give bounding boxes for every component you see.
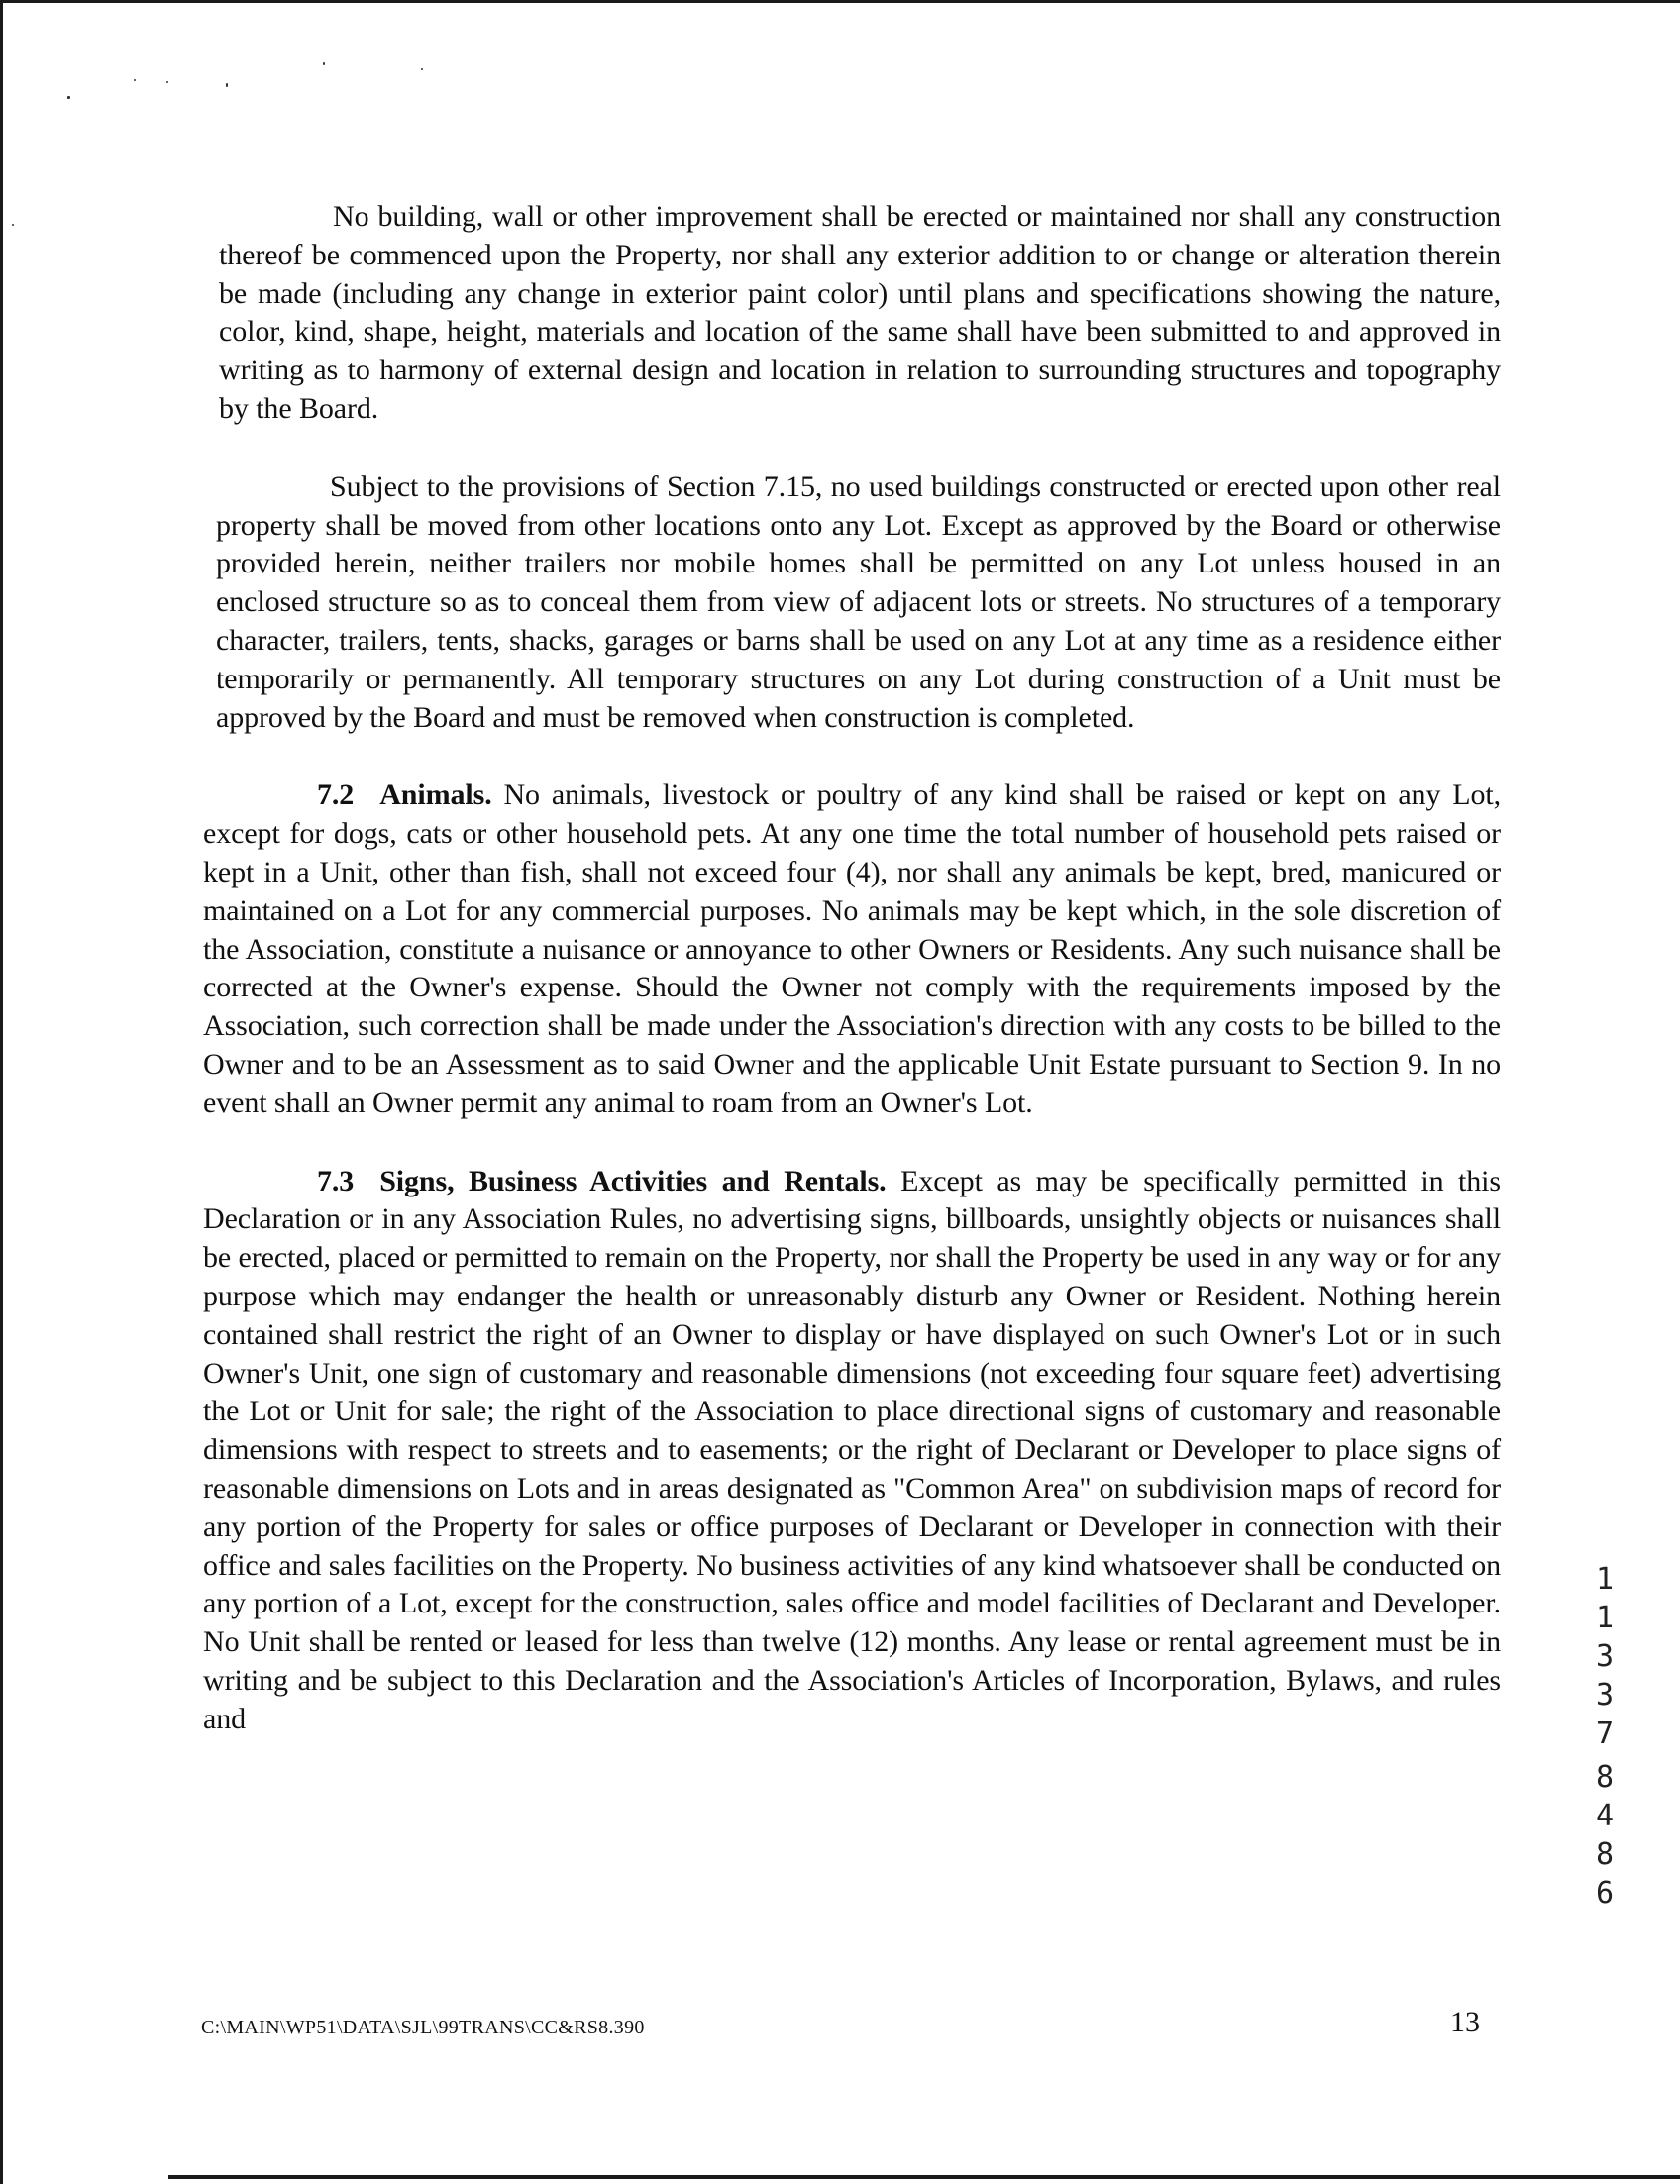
section-number: 7.2 [317, 779, 355, 812]
scan-edge-left [0, 0, 3, 2184]
scan-speck [323, 62, 325, 65]
stamp-digit: 4 [1595, 1799, 1615, 1833]
scan-speck [67, 96, 70, 99]
scan-edge-top [0, 0, 1680, 3]
scan-speck [226, 83, 228, 87]
page-number: 13 [1450, 2006, 1480, 2038]
stamp-digit: 3 [1595, 1678, 1615, 1713]
document-body [203, 198, 1501, 1778]
section-7-2-animals [203, 777, 1501, 1122]
side-recording-stamp-top [1587, 1560, 1623, 1753]
stamp-digit: 1 [1595, 1601, 1615, 1635]
scan-speck [12, 224, 14, 226]
section-title: Animals. [379, 779, 492, 812]
stamp-digit: 8 [1595, 1837, 1615, 1872]
stamp-digit: 8 [1595, 1760, 1615, 1795]
stamp-digit: 6 [1595, 1876, 1615, 1911]
scan-speck [421, 68, 423, 70]
stamp-digit: 1 [1595, 1562, 1615, 1597]
stamp-digit: 7 [1595, 1716, 1615, 1751]
scan-speck [134, 79, 136, 81]
side-recording-stamp-bottom [1587, 1758, 1623, 1913]
section-title: Signs, Business Activities and Rentals. [379, 1164, 887, 1197]
footer-file-path: C:\MAIN\WP51\DATA\SJL\99TRANS\CC&RS8.390 [201, 2017, 645, 2038]
stamp-digit: 3 [1595, 1639, 1615, 1674]
scan-edge-bottom [168, 2175, 1680, 2179]
section-text: No animals, livestock or poultry of any kind shall be raised or kept on any Lot, except for dogs, cats or other household pets. At any one time the total number of household pets raised or kept in a Unit, other than fish, shall not exceed four (4), nor shall any animals be kept, bred, manicured or maintained on a Lot for any commercial purposes. No animals may be kept which, in the sole discretion of the Association, constitute a nuisance or annoyance to other Owners or Residents. Any such nuisance shall be corrected at the Owner's expense. Should the Owner not comply with the requirements imposed by the Association, such correction shall be made under the Association's direction with any costs to be billed to the Owner and to be an Assessment as to said Owner and the applicable Unit Estate pursuant to Section 9. In no event shall an Owner permit any animal to roam from an Owner's Lot. [203, 779, 1501, 1119]
scan-speck [166, 81, 168, 83]
section-7-3-signs [203, 1163, 1501, 1739]
section-number: 7.3 [317, 1164, 355, 1197]
paragraph-building-improvements: No building, wall or other improvement shall be erected or maintained nor shall any construction thereof be commenced upon the Property, nor shall any exterior addition to or change or alteration therein be made (including any change in exterior paint color) until plans and specifications showing the nature, color, kind, shape, height, materials and location of the same shall have been submitted to and approved in writing as to harmony of external design and location in relation to surrounding structures and topography by the Board. [219, 200, 1501, 425]
section-text: Except as may be specifically permitted in this Declaration or in any Association Rules, no advertising signs, billboards, unsightly objects or nuisances shall be erected, placed or permitted to remain on the Property, nor shall the Property be used in any way or for any purpose which may endanger the health or unreasonably disturb any Owner or Resident. Nothing herein contained shall restrict the right of an Owner to display or have displayed on such Owner's Lot or in such Owner's Unit, one sign of customary and reasonable dimensions (not exceeding four square feet) advertising the Lot or Unit for sale; the right of the Association to place directional signs of customary and reasonable dimensions with respect to streets and to easements; or the right of Declarant or Developer to place signs of reasonable dimensions on Lots and in areas designated as "Common Area" on subdivision maps of record for any portion of the Property for sales or office purposes of Declarant or Developer in connection with their office and sales facilities on the Property. No business activities of any kind whatsoever shall be conducted on any portion of a Lot, except for the construction, sales office and model facilities of Declarant and Developer. No Unit shall be rented or leased for less than twelve (12) months. Any lease or rental agreement must be in writing and be subject to this Declaration and the Association's Articles of Incorporation, Bylaws, and rules and [203, 1164, 1501, 1735]
paragraph-used-buildings: Subject to the provisions of Section 7.15, no used buildings constructed or erected upon other real property shall be moved from other locations onto any Lot. Except as approved by the Board or otherwise provided herein, neither trailers nor mobile homes shall be permitted on any Lot unless housed in an enclosed structure so as to conceal them from view of adjacent lots or streets. No structures of a temporary character, trailers, tents, shacks, garages or barns shall be used on any Lot at any time as a residence either temporarily or permanently. All temporary structures on any Lot during construction of a Unit must be approved by the Board and must be removed when construction is completed. [216, 469, 1501, 734]
